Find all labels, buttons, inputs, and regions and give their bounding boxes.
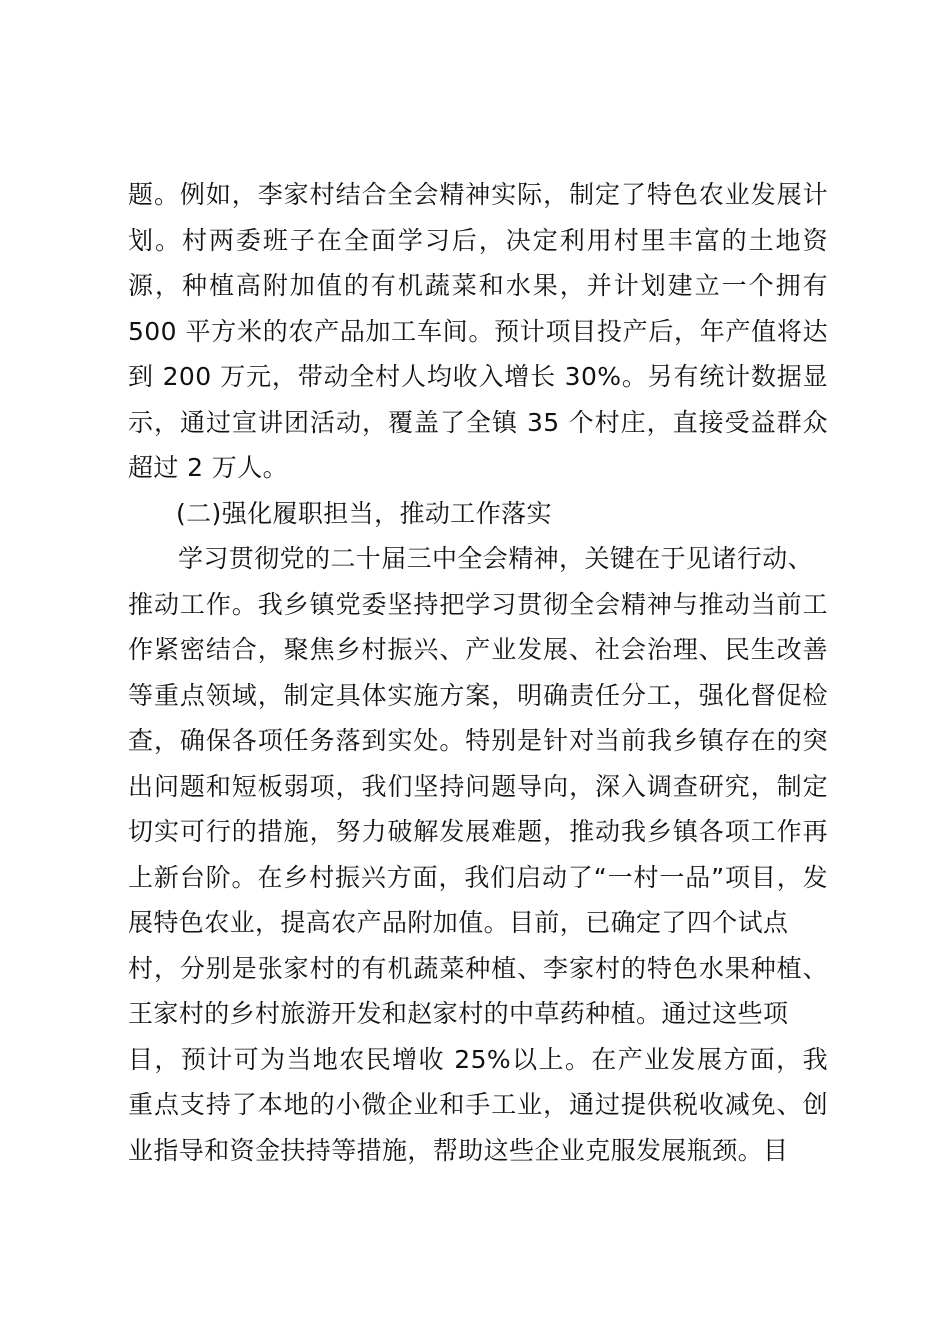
text-line: 上新台阶。在乡村振兴方面，我们启动了“一村一品”项目，发 (128, 862, 828, 892)
text-line: 示，通过宣讲团活动，覆盖了全镇 35 个村庄，直接受益群众 (128, 407, 828, 437)
text-line: 目，预计可为当地农民增收 25%以上。在产业发展方面，我 (128, 1044, 828, 1074)
section-heading: (二)强化履职担当，推动工作落实 (176, 498, 552, 528)
text-line: 展特色农业，提高农产品附加值。目前，已确定了四个试点 (128, 908, 789, 937)
body-text (128, 172, 828, 1173)
text-line: 超过 2 万人。 (128, 453, 288, 482)
text-line: 重点支持了本地的小微企业和手工业，通过提供税收减免、创 (128, 1090, 828, 1119)
text-line: 作紧密结合，聚焦乡村振兴、产业发展、社会治理、民生改善 (128, 635, 828, 664)
text-line: 到 200 万元，带动全村人均收入增长 30%。另有统计数据显 (128, 362, 828, 391)
text-line: 切实可行的措施，努力破解发展难题，推动我乡镇各项工作再 (128, 817, 828, 846)
text-line: 源，种植高附加值的有机蔬菜和水果，并计划建立一个拥有 (128, 271, 828, 300)
text-line: 等重点领域，制定具体实施方案，明确责任分工，强化督促检 (128, 680, 828, 710)
text-line: 王家村的乡村旅游开发和赵家村的中草药种植。通过这些项 (128, 999, 789, 1028)
text-line: 划。村两委班子在全面学习后，决定利用村里丰富的土地资 (128, 225, 828, 255)
text-line: 推动工作。我乡镇党委坚持把学习贯彻全会精神与推动当前工 (128, 589, 828, 619)
text-line: 学习贯彻党的二十届三中全会精神，关键在于见诸行动、 (178, 544, 814, 573)
text-line: 查，确保各项任务落到实处。特别是针对当前我乡镇存在的突 (128, 726, 828, 755)
text-line: 村，分别是张家村的有机蔬菜种植、李家村的特色水果种植、 (128, 953, 828, 983)
text-line: 业指导和资金扶持等措施，帮助这些企业克服发展瓶颈。目 (128, 1135, 789, 1165)
text-line: 出问题和短板弱项，我们坚持问题导向，深入调查研究，制定 (128, 771, 828, 801)
text-line: 题。例如，李家村结合全会精神实际，制定了特色农业发展计 (128, 180, 828, 209)
text-line: 500 平方米的农产品加工车间。预计项目投产后，年产值将达 (128, 316, 828, 346)
